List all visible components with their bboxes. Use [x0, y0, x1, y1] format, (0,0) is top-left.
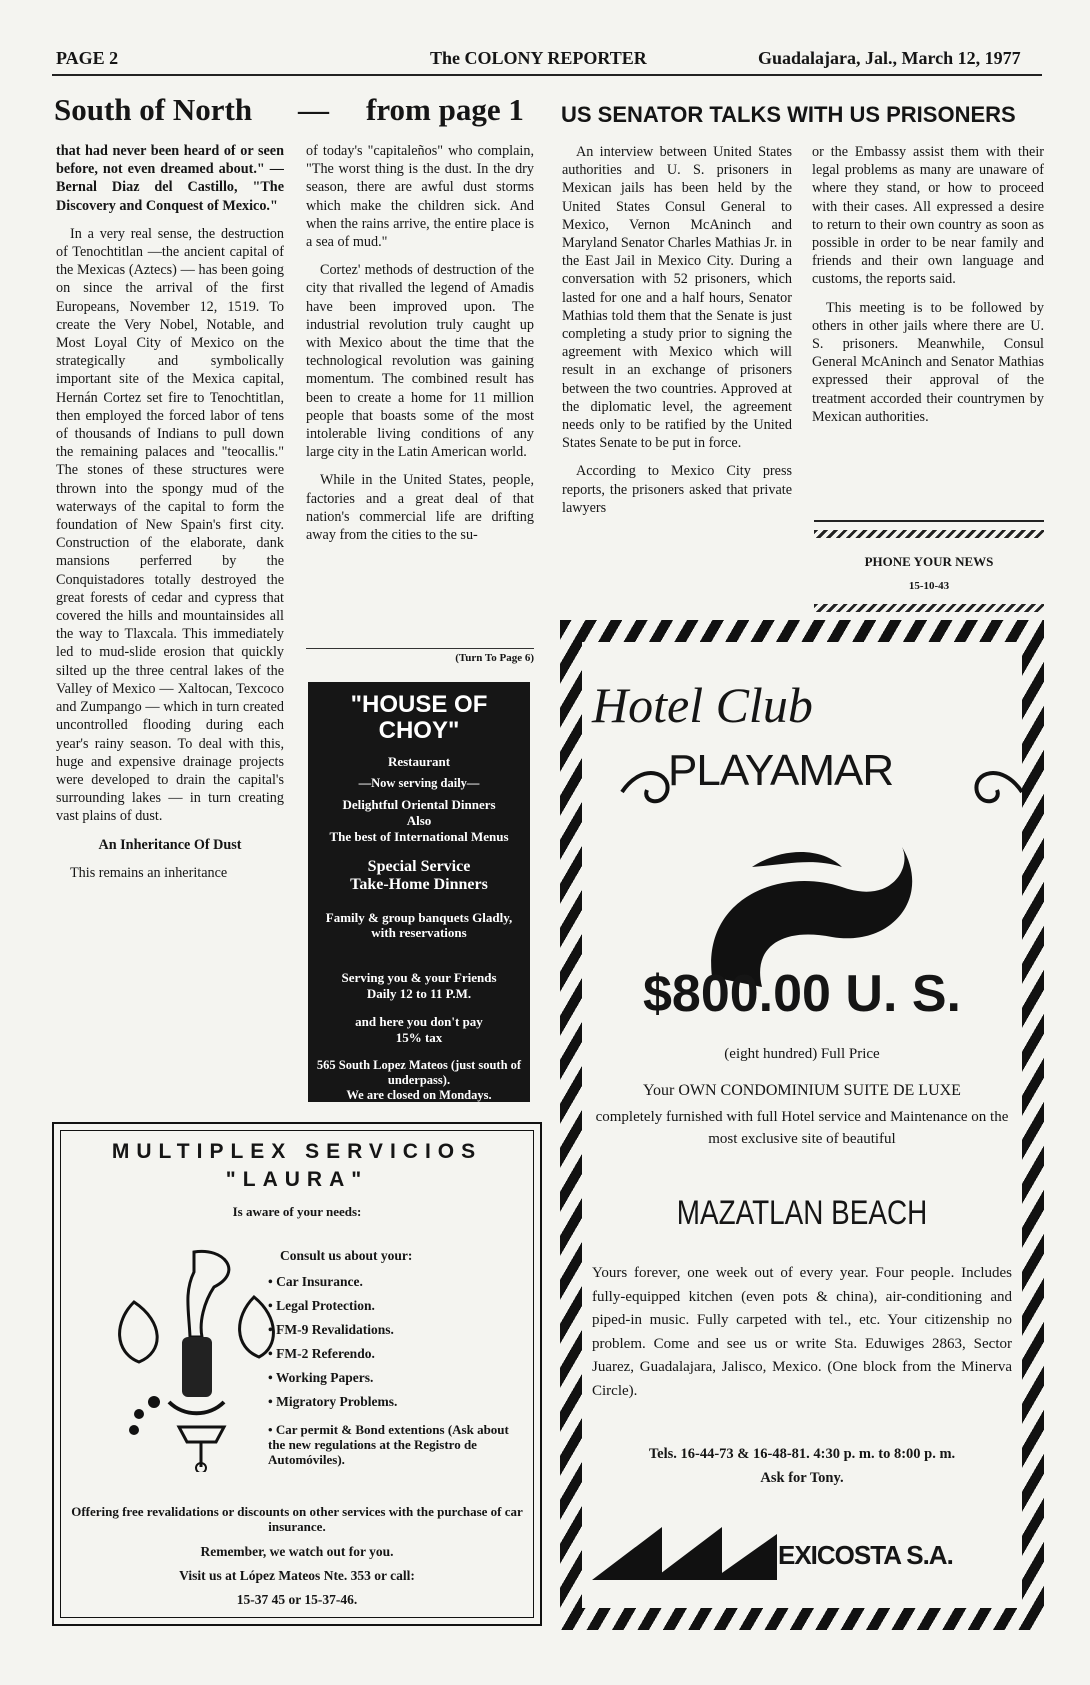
car-permit-text: Car permit & Bond extentions (Ask about the new regulations at the Registro de Automóviles). [268, 1422, 509, 1467]
playamar-swash-icon [612, 752, 1032, 812]
senator-column-1 [562, 143, 792, 611]
choy-special: Special Service [367, 858, 471, 875]
choy-title-line2: CHOY" [378, 717, 460, 744]
multiplex-car-permit: • Car permit & Bond extentions (Ask about the new regulations at the Registro de Automóviles). [268, 1422, 509, 1467]
choy-dinners: Delightful Oriental Dinners [342, 797, 496, 812]
turn-to-page: (Turn To Page 6) [455, 652, 534, 664]
playamar-script: Hotel Club [592, 677, 813, 733]
choy-takehome: Take-Home Dinners [350, 876, 488, 893]
choy-family: Family & group banquets Gladly, with reservations [325, 910, 513, 940]
service-item: • Migratory Problems. [268, 1390, 508, 1414]
north-paragraph: of today's "capitaleños" who complain, "The worst thing is the dust. In the dry season, there are awful dust storms which make the children sick. And when the rains arrive, the entire place is a sea of mud." [306, 143, 534, 251]
north-paragraph: This remains an inheritance [70, 864, 228, 881]
playamar-ask: Ask for Tony. [760, 1470, 844, 1486]
service-item: • Legal Protection. [268, 1294, 508, 1318]
playamar-brand: PLAYAMAR [668, 746, 894, 795]
header-rule [52, 74, 1042, 76]
service-item: • Working Papers. [268, 1366, 508, 1390]
multiplex-phones: 15-37 45 or 15-37-46. [236, 1592, 358, 1607]
playamar-price: $800.00 U. S. [643, 965, 961, 1023]
senator-paragraph: This meeting is to be followed by others in other jails where there are U. S. prisoners. Meanwhile, Consul General McAninch and Senator Mathias expressed their approval of the treatment accorded their countrymen by Mexican authorities. [812, 299, 1044, 425]
choy-title-line1: "HOUSE OF [350, 691, 488, 718]
newspaper-name: The COLONY REPORTER [430, 48, 647, 68]
phone-your-news: PHONE YOUR NEWS [864, 554, 994, 569]
phone-rule-top [814, 520, 1044, 522]
north-paragraph: Cortez' methods of destruction of the city that rivalled the legend of Amadis have been improved upon. The industrial revolution truly caught up with Mexico about the time that the technological revolution was gaining momentum. The combined result has been to create a home for 11 million people that boasts some of the most intolerable living conditions of any large city in the Latin American world. [306, 262, 534, 461]
playamar-ad [582, 642, 1022, 1608]
service-item: • FM-2 Referendo. [268, 1342, 508, 1366]
choy-international: The best of International Menus [329, 829, 509, 844]
choy-serving: Serving you & your Friends [341, 970, 497, 985]
playamar-description: completely furnished with full Hotel service and Maintenance on the most exclusive site of beautiful [595, 1109, 1009, 1147]
north-paragraph: While in the United States, people, factories and a great deal of that nation's commercial life are drifting away from the cities to the su- [306, 472, 534, 544]
choy-no-tax: and here you don't pay [355, 1014, 483, 1029]
choy-tax: 15% tax [395, 1030, 443, 1045]
turn-rule [306, 648, 534, 649]
senator-paragraph: According to Mexico City press reports, the prisoners asked that private lawyers [562, 463, 792, 516]
choy-hours: Daily 12 to 11 P.M. [366, 986, 472, 1001]
choy-also: Also [406, 813, 432, 828]
multiplex-title: MULTIPLEX SERVICIOS [111, 1140, 483, 1163]
north-column-1 [56, 142, 284, 1107]
north-headline-right: from page 1 [366, 92, 524, 127]
multiplex-aware: Is aware of your needs: [232, 1204, 362, 1219]
phone-number: 15-10-43 [908, 580, 950, 592]
phone-wavy-top [814, 530, 1044, 538]
choy-closed: We are closed on Mondays. [346, 1088, 492, 1102]
multiplex-laura: "LAURA" [225, 1168, 369, 1191]
multiplex-visit: Visit us at López Mateos Nte. 353 or call: [179, 1568, 415, 1583]
house-of-choy-ad [308, 682, 530, 1102]
north-column-2 [306, 142, 534, 642]
playamar-tels: Tels. 16-44-73 & 16-48-81. 4:30 p. m. to 8:00 p. m. [648, 1446, 956, 1462]
choy-address: 565 South Lopez Mateos (just south of underpass). [316, 1058, 522, 1087]
playamar-beach: MAZATLAN BEACH [676, 1194, 928, 1232]
choy-restaurant: Restaurant [387, 754, 451, 769]
multiplex-consult: Consult us about your: [280, 1248, 413, 1263]
north-headline-dash: — [298, 92, 329, 127]
multiplex-remember: Remember, we watch out for you. [200, 1544, 394, 1559]
senator-paragraph: or the Embassy assist them with their legal problems as many are unaware of where they stand, or how to proceed with their cases. All expressed a desire to return to their own country as soon as possible in order to be near family and friends and their own language and customs, the reports said. [812, 144, 1044, 288]
service-item: • FM-9 Revalidations. [268, 1318, 508, 1342]
exicosta-name: EXICOSTA S.A. [778, 1540, 953, 1570]
multiplex-services-list [268, 1270, 508, 1414]
playamar-body: Yours forever, one week out of every year. Four people. Includes fully-equipped kitchen (even pots & china), air-conditioning and piped-in music. Fully carpeted with tel., etc. Your citizenship no problem. Come and see us or write Sta. Eduwiges 2863, Sector Juarez, Guadalajara, Jalisco, Mexico. (One block from the Minerva Circle). [592, 1265, 1012, 1399]
phone-wavy-bottom [814, 604, 1044, 612]
north-headline-left: South of North [54, 92, 253, 127]
playamar-price-words: (eight hundred) Full Price [724, 1046, 880, 1062]
north-paragraph: In a very real sense, the destruction of Tenochtitlan —the ancient capital of the Mexicas (Aztecs) — has been going on since the arrival of the first Europeans, November 12, 1519. To create the Very Nobel, Notable, and Most Loyal City of Mexico on the strategically and symbolically important site of the Mexica capital, Hernán Cortez set fire to Tenochtitlan, then employed the forced labor of tens of thousands of Indians to pull down the remaining palaces and "teocallis." The stones of these structures were thrown into the spongy mud of the waterways of the capital to form the foundation of New Spain's first city. Construction of the elaborate, dank mansions perferred by the Conquistadores totally destroyed the great forests of cedar and cypress that covered the hills and mountainsides all the way to Tlaxcala. This immediately led to mud-slide erosion that quickly silted up the three central lakes of the Valley of Mexico — Xaltocan, Texcoco and Zumpango — which in turn created uncontrolled flooding during each year's rainy season. To deal with this, huge and expensive drainage projects were developed to drain the capital's surrounding lakes — in turn creating vast plains of dust. [56, 225, 284, 825]
north-lead-quote: that had never been heard of or seen before, not even dreamed about." — Bernal Diaz del Castillo, "The Discovery and Conquest of Mexico." [56, 143, 284, 214]
choy-now-serving: —Now serving daily— [358, 776, 480, 790]
senator-paragraph: An interview between United States authorities and U. S. prisoners in Mexican jails has been held by the United States Consul General to Mexico, Vernon McAninch and Maryland Senator Charles Mathias Jr. in the East Jail in Mexico City. During a conversation with 52 prisoners, which lasted for one and a half hours, Senator Mathias told them that the Senate is just completing a study prior to signing the agreement with Mexico which will result in an exchange of prisoners between the two countries. Approved at the diplomatic level, the agreement needs only to be ratified by the United States Senate to be put in force. [562, 144, 792, 452]
multiplex-ad [52, 1122, 542, 1626]
dateline: Guadalajara, Jal., March 12, 1977 [758, 48, 1021, 68]
senator-column-2 [812, 143, 1044, 513]
page-number: PAGE 2 [56, 48, 119, 68]
multiplex-offer: Offering free revalidations or discounts on other services with the purchase of car insurance. [71, 1504, 523, 1534]
service-item: • Car Insurance. [268, 1270, 508, 1294]
exicosta-mountains-icon [592, 1522, 782, 1582]
north-subhead: An Inheritance Of Dust [98, 836, 242, 853]
playamar-suite: Your OWN CONDOMINIUM SUITE DE LUXE [643, 1082, 961, 1099]
aztec-emblem-icon [94, 1242, 284, 1472]
senator-headline: US SENATOR TALKS WITH US PRISONERS [561, 102, 1016, 127]
